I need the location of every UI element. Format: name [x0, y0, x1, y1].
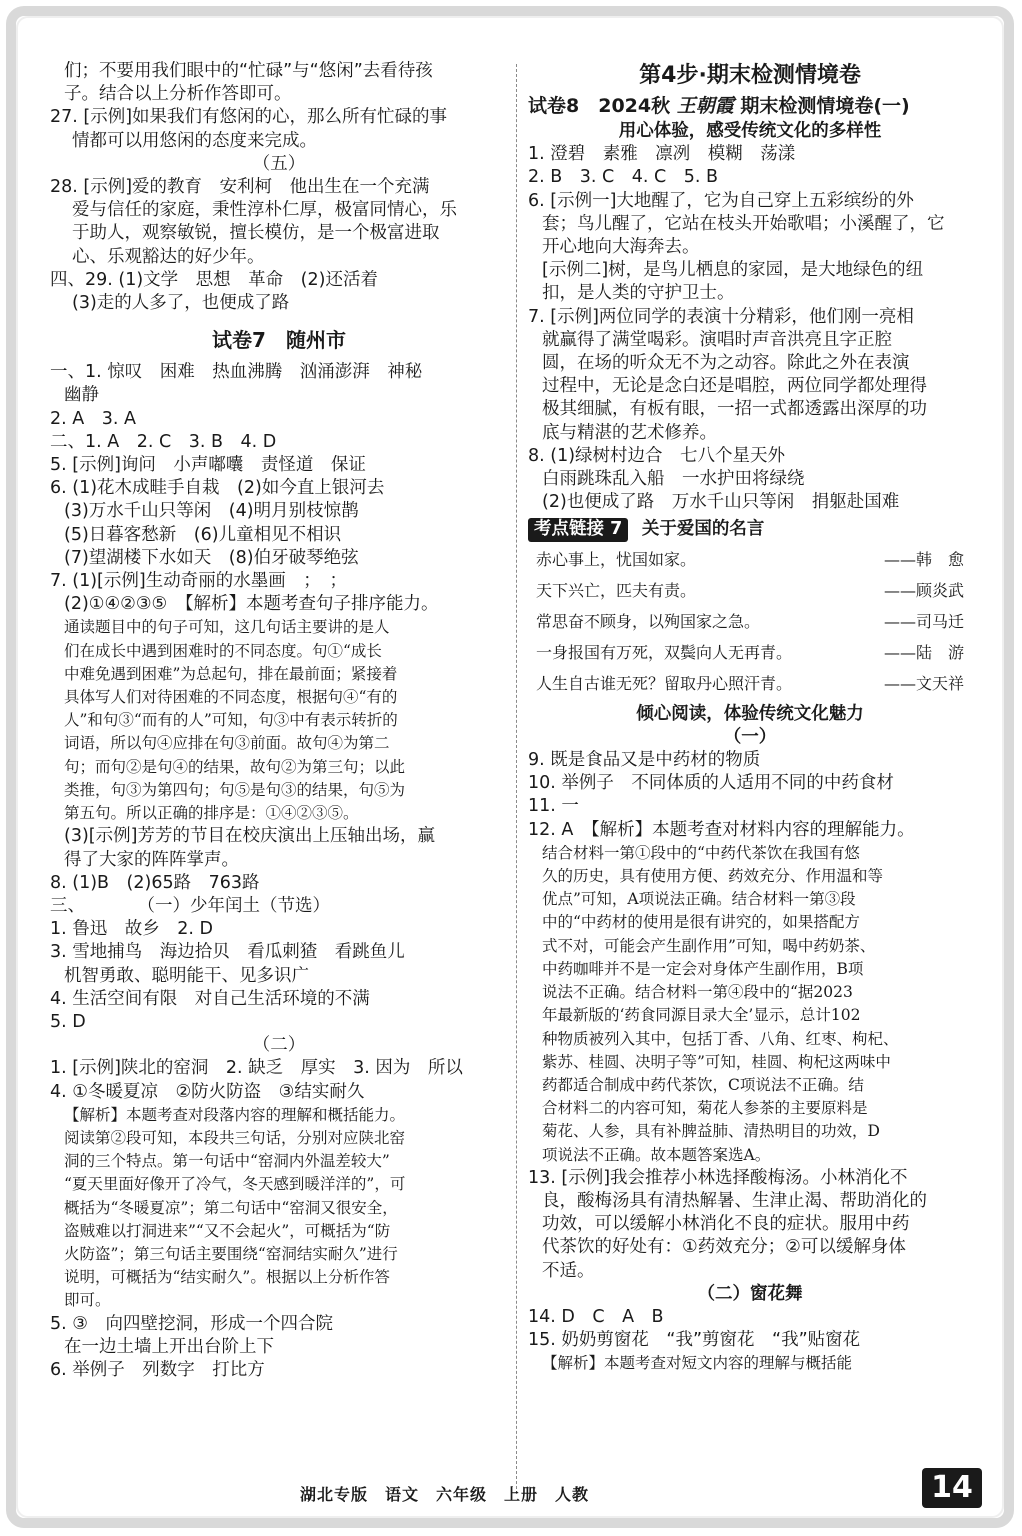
- answer-line: 中的“中药材的使用是很有讲究的，如果搭配方: [542, 913, 860, 932]
- answer-line: (2)也便成了路 万水千山只等闲 捐躯赴国难: [542, 492, 900, 513]
- answer-line: 通读题目中的句子可知，这几句话主要讲的是人: [64, 618, 390, 637]
- quote-author: ——文天祥: [883, 673, 964, 693]
- answer-line: 28. [示例]爱的教育 安利柯 他出生在一个充满: [50, 177, 430, 198]
- answer-line: 就赢得了满堂喝彩。演唱时声音洪亮且字正腔: [542, 329, 892, 350]
- answer-line: 人”和句③“而有的人”可知，句③中有表示转折的: [64, 711, 398, 730]
- answer-line: 6. [示例一]大地醒了，它为自己穿上五彩缤纷的外: [528, 190, 914, 211]
- answer-line: 子。结合以上分析作答即可。: [64, 84, 292, 105]
- answer-line: 1. 澄碧 素雅 凛冽 模糊 荡漾: [528, 144, 796, 165]
- quote-list: [528, 544, 972, 703]
- answer-line: 用心体验，感受传统文化的多样性: [618, 121, 882, 141]
- answer-line: 极其细腻，有板有眼，一招一式都透露出深厚的功: [542, 399, 927, 420]
- step-title: 第4步·期末检测情境卷: [639, 63, 861, 88]
- answer-line: 即可。: [64, 1291, 111, 1310]
- answer-line: 7. [示例]两位同学的表演十分精彩，他们刚一亮相: [528, 306, 914, 327]
- quote-text: 天下兴亡，匹夫有责。: [536, 580, 697, 600]
- answer-line: 6. 举例子 列数字 打比方: [50, 1359, 265, 1380]
- answer-line: 过程中，无论是念白还是唱腔，两位同学都处理得: [542, 376, 927, 397]
- answer-line: 结合材料一第①段中的“中药代茶饮在我国有悠: [542, 843, 860, 862]
- answer-line: 词语，所以句④应排在句③前面。故句④为第二: [64, 734, 390, 753]
- answer-line: （一）: [723, 726, 777, 747]
- quote-row: [536, 575, 964, 606]
- answer-line: 5. [示例]询问 小声嘟囔 责怪道 保证: [50, 455, 366, 476]
- answer-line: 久的历史，具有使用方便、药效充分、作用温和等: [542, 867, 884, 886]
- quote-row: [536, 544, 964, 575]
- answer-line: 种物质被列入其中，包括丁香、八角、红枣、枸杞、: [542, 1029, 899, 1048]
- answer-line: 第五句。所以正确的排序是：①④②③⑤。: [64, 804, 359, 823]
- answer-line: 12. A 【解析】本题考查对材料内容的理解能力。: [528, 819, 915, 840]
- answer-line: 15. 奶奶剪窗花 “我”剪窗花 “我”贴窗花: [528, 1330, 861, 1351]
- brand-logo: 王朝霞: [676, 95, 734, 117]
- answer-line: 式不对，可能会产生副作用”可知，喝中药奶茶、: [542, 936, 876, 955]
- answer-line: (2)①④②③⑤ 【解析】本题考查句子排序能力。: [64, 594, 439, 615]
- footer-info: 湖北专版 语文 六年级 上册 人教: [300, 1485, 590, 1504]
- answer-line: （二）: [252, 1035, 306, 1056]
- knowledge-link-title: 关于爱国的名言: [641, 519, 765, 540]
- quote-row: [536, 668, 964, 699]
- answer-line: 圆，在场的听众无不为之动容。除此之外在表演: [542, 353, 910, 374]
- answer-line: 爱与信任的家庭，秉性淳朴仁厚，极富同情心，乐: [72, 200, 457, 221]
- answer-line: 情都可以用悠闲的态度来完成。: [72, 130, 317, 151]
- answer-line: 2. A 3. A: [50, 408, 136, 429]
- answer-line: (3)走的人多了，也便成了路: [72, 293, 290, 314]
- answer-line: 具体写人们对待困难的不同态度，根据句④“有的: [64, 688, 398, 707]
- answer-line: 1. [示例]陕北的窑洞 2. 缺乏 厚实 3. 因为 所以: [50, 1058, 463, 1079]
- paper-title: [528, 92, 972, 120]
- quote-text: 一身报国有万死，双鬓向人无再青。: [536, 642, 793, 662]
- answer-line: 洞的三个特点。第一句话中“窑洞内外温差较大”: [64, 1152, 390, 1171]
- answer-line: 年最新版的‘药食同源目录大全’显示，总计102: [542, 1006, 861, 1025]
- answer-line: 27. [示例]如果我们有悠闲的心，那么所有忙碌的事: [50, 107, 448, 128]
- quote-author: ——顾炎武: [883, 580, 964, 600]
- answer-line: 白雨跳珠乱入船 一水护田将绿绕: [542, 469, 805, 490]
- answers-part-a: [528, 120, 972, 514]
- answer-line: 们在成长中遇到困难时的不同态度。句①“成长: [64, 641, 382, 660]
- answer-line: 类推，句③为第四句；句⑤是句③的结果，句⑤为: [64, 780, 406, 799]
- answer-line: 优点”可知，A项说法正确。结合材料一第③段: [542, 890, 856, 909]
- section-heading: 试卷7 随州市: [212, 328, 346, 353]
- answer-line: 于助人，观察敏锐，擅长模仿，是一个极富进取: [72, 223, 440, 244]
- answer-line: 8. (1)绿树村边合 七八个星天外: [528, 445, 786, 466]
- answer-line: 扣，是人类的守护卫士。: [542, 283, 735, 304]
- answer-line: 机智勇敢、聪明能干、见多识广: [64, 965, 309, 986]
- answer-line: 概括为“冬暖夏凉”；第二句话中“窑洞又很安全，: [64, 1198, 398, 1217]
- answer-line: 5. D: [50, 1011, 86, 1032]
- answer-line: 说法不正确。结合材料一第④段中的“据2023: [542, 983, 853, 1002]
- answer-line: (3)[示例]芳芳的节目在校庆演出上压轴出场，赢: [64, 826, 435, 847]
- answer-line: 中药咖啡并不是一定会对身体产生副作用，B项: [542, 959, 864, 978]
- answer-line: 套；鸟儿醒了，它站在枝头开始歌唱；小溪醒了，它: [542, 213, 945, 234]
- answer-line: 3. 雪地捕鸟 海边拾贝 看瓜刺猹 看跳鱼儿: [50, 942, 405, 963]
- answer-line: 13. [示例]我会推荐小林选择酸梅汤。小林消化不: [528, 1167, 908, 1188]
- answer-line: 们；不要用我们眼中的“忙碌”与“悠闲”去看待孩: [64, 61, 433, 81]
- quote-text: 常思奋不顾身，以殉国家之急。: [536, 611, 761, 631]
- page-number: 14: [922, 1468, 982, 1508]
- answer-line: 1. 鲁迅 故乡 2. D: [50, 919, 213, 940]
- answer-line: 6. (1)花木成畦手自栽 (2)如今直上银河去: [50, 478, 385, 499]
- answer-line: 11. 一: [528, 796, 579, 817]
- answer-line: 句；而句②是句④的结果，故句②为第三句；以此: [64, 757, 406, 776]
- answer-line: (3)万水千山只等闲 (4)明月别枝惊鹊: [64, 501, 359, 522]
- answer-line: 在一边土墙上开出台阶上下: [64, 1336, 274, 1357]
- answer-line: 幽静: [64, 385, 99, 406]
- quote-author: ——陆 游: [883, 642, 964, 662]
- answers-part-b: [528, 703, 972, 1376]
- answer-line: 4. ①冬暖夏凉 ②防火防盗 ③结实耐久: [50, 1081, 365, 1102]
- paper-prefix: 试卷8 2024秋: [528, 95, 671, 117]
- answer-line: 阅读第②段可知，本段共三句话，分别对应陕北窑: [64, 1128, 406, 1147]
- quote-text: 赤心事上，忧国如家。: [536, 549, 697, 569]
- answer-line: 盗贼难以打洞进来”“又不会起火”，可概括为“防: [64, 1221, 391, 1240]
- right-column: [528, 60, 972, 1376]
- answer-line: 药都适合制成中药代茶饮，C项说法不正确。结: [542, 1075, 864, 1094]
- paper-suffix: 期末检测情境卷(一): [740, 95, 910, 117]
- column-divider: [516, 64, 517, 1494]
- answer-line: 二、1. A 2. C 3. B 4. D: [50, 431, 277, 452]
- answer-line: [示例二]树，是鸟儿栖息的家园，是大地绿色的纽: [542, 260, 924, 281]
- answer-line: 心、乐观豁达的好少年。: [72, 246, 265, 267]
- answer-line: 合材料二的内容可知，菊花人参茶的主要原料是: [542, 1099, 868, 1118]
- quote-author: ——韩 愈: [883, 549, 964, 569]
- answer-line: 【解析】本题考查对短文内容的理解与概括能: [542, 1354, 853, 1373]
- answer-line: 【解析】本题考查对段落内容的理解和概括能力。: [64, 1105, 406, 1124]
- answer-line: 开心地向大海奔去。: [542, 237, 700, 258]
- answer-line: 倾心阅读，体验传统文化魅力: [636, 703, 864, 724]
- answer-line: (7)望湖楼下水如天 (8)伯牙破琴绝弦: [64, 547, 359, 568]
- answer-line: 4. 生活空间有限 对自己生活环境的不满: [50, 988, 370, 1009]
- answer-line: 不适。: [542, 1260, 595, 1281]
- answer-line: 火防盗”；第三句话主要围绕“窑洞结实耐久”进行: [64, 1244, 398, 1263]
- answer-line: 良，酸梅汤具有清热解暑、生津止渴、帮助消化的: [542, 1190, 927, 1211]
- answer-line: 5. ③ 向四壁挖洞，形成一个四合院: [50, 1313, 333, 1334]
- answer-line: 2. B 3. C 4. C 5. B: [528, 167, 718, 188]
- answer-line: 7. (1)[示例]生动奇丽的水墨画 ； ；: [50, 571, 347, 592]
- knowledge-link-header: [528, 518, 972, 541]
- answer-line: “夏天里面好像开了冷气，冬天感到暖洋洋的”，可: [64, 1175, 406, 1194]
- answer-line: (5)日暮客愁新 (6)儿童相见不相识: [64, 524, 342, 545]
- answer-line: 功效，可以缓解小林消化不良的症状。服用中药: [542, 1214, 910, 1235]
- answer-line: 说明，可概括为“结实耐久”。根据以上分析作答: [64, 1268, 390, 1287]
- answer-line: 菊花、人参，具有补脾益肺、清热明目的功效，D: [542, 1122, 880, 1141]
- answer-line: 10. 举例子 不同体质的人适用不同的中药食材: [528, 773, 894, 794]
- answer-line: 三、 （一）少年闰土（节选）: [50, 895, 330, 916]
- answer-line: （五）: [252, 153, 306, 174]
- answer-line: 底与精湛的艺术修养。: [542, 422, 717, 443]
- quote-row: [536, 606, 964, 637]
- answer-line: 四、29. (1)文学 思想 革命 (2)还活着: [50, 269, 378, 290]
- answer-line: 8. (1)B (2)65路 763路: [50, 872, 260, 893]
- answer-line: 代茶饮的好处有：①药效充分；②可以缓解身体: [542, 1237, 906, 1258]
- left-column: [50, 60, 508, 1382]
- answer-line: 一、1. 惊叹 困难 热血沸腾 汹涌澎湃 神秘: [50, 362, 423, 383]
- answer-line: 得了大家的阵阵掌声。: [64, 849, 239, 870]
- quote-row: [536, 637, 964, 668]
- quote-text: 人生自古谁无死？留取丹心照汗青。: [536, 673, 793, 693]
- answer-line: 9. 既是食品又是中药材的物质: [528, 750, 761, 771]
- answer-line: 紫苏、桂圆、决明子等”可知，桂圆、枸杞这两味中: [542, 1052, 891, 1071]
- answer-line: 中难免遇到困难”为总起句，排在最前面；紧接着: [64, 664, 398, 683]
- answer-line: 项说法不正确。故本题答案选A。: [542, 1145, 771, 1164]
- quote-author: ——司马迁: [883, 611, 964, 631]
- answer-line: 14. D C A B: [528, 1306, 664, 1327]
- knowledge-link-tag: 考点链接 7: [528, 518, 628, 541]
- answer-line: （二）窗花舞: [697, 1283, 803, 1304]
